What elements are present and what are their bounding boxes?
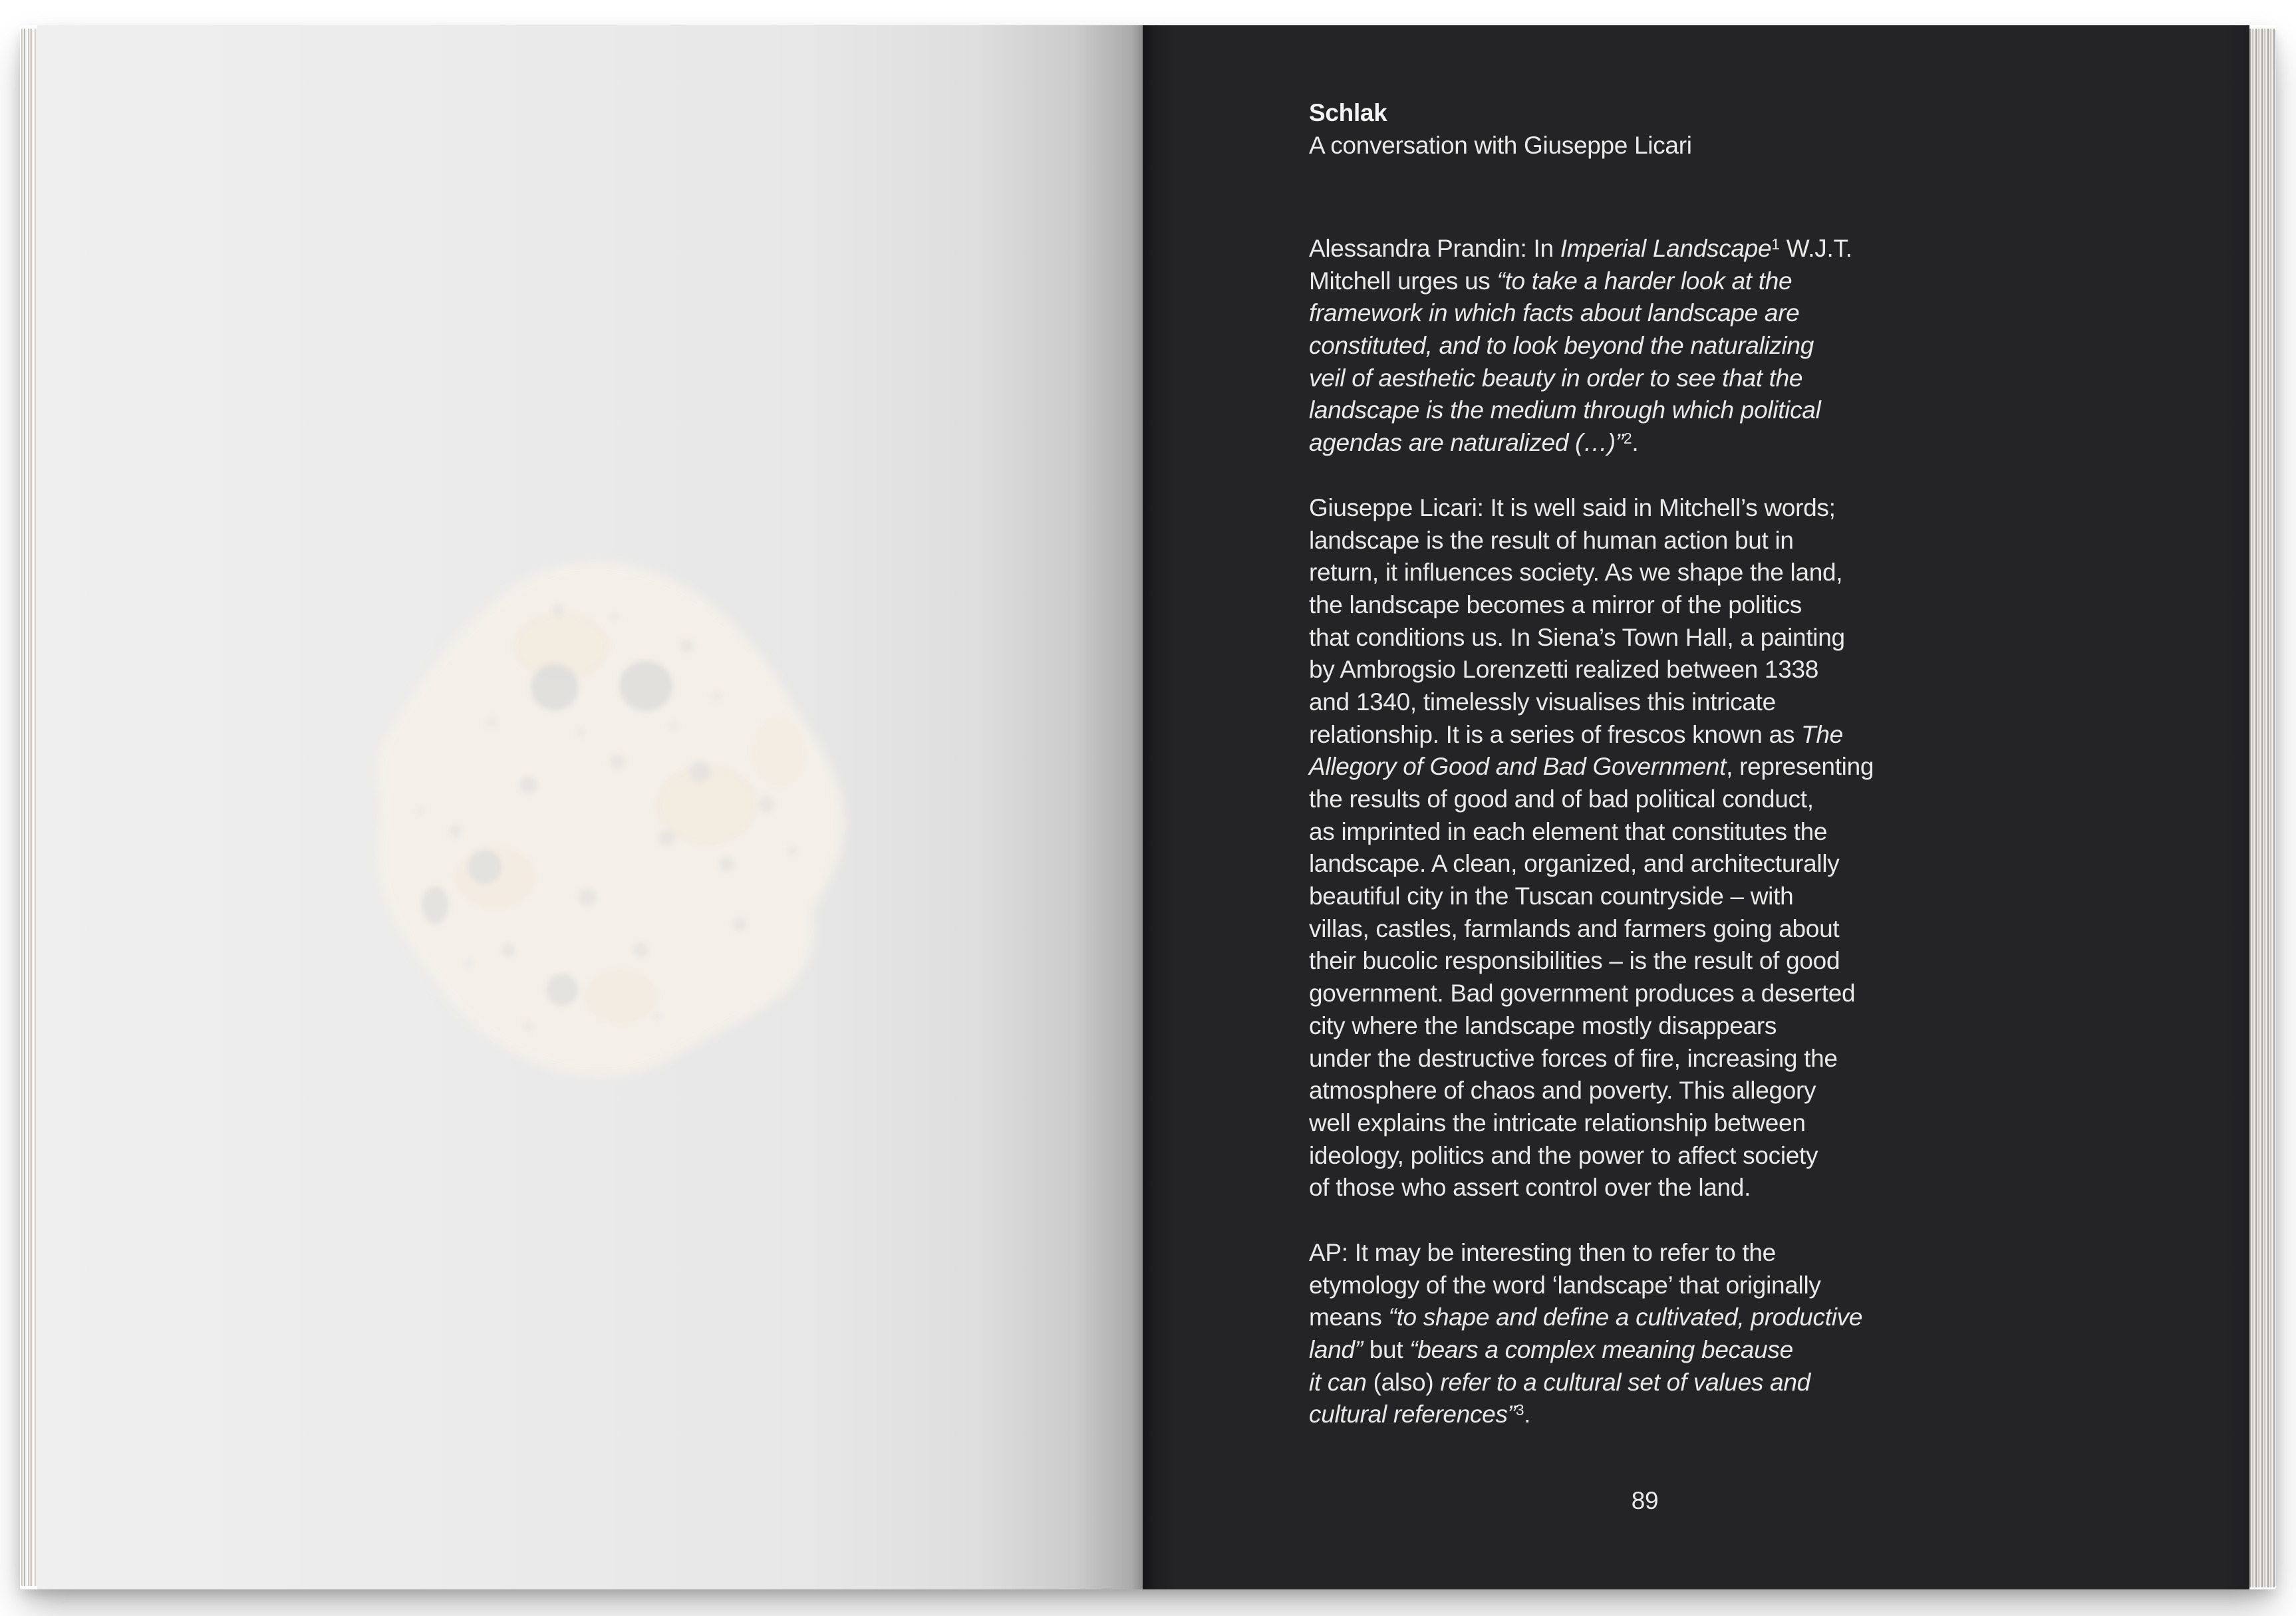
text-line: government. Bad government produces a deserted (1309, 980, 1856, 1008)
text-line: Alessandra Prandin: In Imperial Landscape$^1$ W.J.T. (1309, 235, 1852, 262)
text-line: and 1340, timelessly visualises this intricate (1309, 688, 1776, 716)
text-line: veil of aesthetic beauty in order to see that the (1309, 364, 1803, 392)
text-line: framework in which facts about landscape are (1309, 299, 1800, 327)
page-edges-left (20, 29, 37, 1586)
text-line: the results of good and of bad political conduct, (1309, 785, 1814, 813)
text-line: villas, castles, farmlands and farmers going about (1309, 914, 1840, 942)
text-line: means “to shape and define a cultivated, productive (1309, 1303, 1863, 1331)
article-body (1309, 233, 1981, 1431)
article-title: Schlak (1309, 99, 1387, 126)
text-line: that conditions us. In Siena’s Town Hall, a painting (1309, 623, 1845, 651)
text-line: by Ambrogsio Lorenzetti realized between 1338 (1309, 656, 1819, 684)
text-line: return, it influences society. As we shape the land, (1309, 559, 1843, 587)
text-line: city where the landscape mostly disappears (1309, 1011, 1777, 1039)
paragraph (1309, 233, 1981, 460)
text-line: constituted, and to look beyond the naturalizing (1309, 332, 1814, 360)
text-line: under the destructive forces of fire, increasing the (1309, 1044, 1838, 1072)
paragraph (1309, 1237, 1981, 1431)
text-line: landscape. A clean, organized, and architecturally (1309, 850, 1840, 878)
page-number: 89 (1631, 1487, 1659, 1514)
slag-stone-image (357, 552, 852, 1084)
text-line: their bucolic responsibilities – is the result of good (1309, 947, 1840, 975)
page-edges-right (2249, 29, 2276, 1587)
article-subtitle: A conversation with Giuseppe Licari (1309, 131, 1692, 159)
text-line: landscape is the result of human action but in (1309, 526, 1794, 554)
text-line: beautiful city in the Tuscan countryside – with (1309, 882, 1794, 910)
text-line: Mitchell urges us “to take a harder look at the (1309, 267, 1793, 295)
text-line: landscape is the medium through which political (1309, 396, 1821, 424)
right-page (1143, 25, 2249, 1589)
left-page (37, 25, 1143, 1589)
text-line: relationship. It is a series of frescos known as The (1309, 720, 1843, 748)
text-line: of those who assert control over the land. (1309, 1174, 1751, 1202)
text-line: as imprinted in each element that constitutes the (1309, 817, 1828, 845)
text-line: atmosphere of chaos and poverty. This allegory (1309, 1077, 1816, 1105)
paragraph (1309, 492, 1981, 1204)
text-line: cultural references”$^3$. (1309, 1401, 1531, 1428)
text-line: it can (also) refer to a cultural set of values and (1309, 1368, 1810, 1396)
text-line: well explains the intricate relationship between (1309, 1109, 1806, 1137)
text-line: etymology of the word ‘landscape’ that originally (1309, 1271, 1821, 1299)
text-line: AP: It may be interesting then to refer to the (1309, 1238, 1776, 1266)
text-line: the landscape becomes a mirror of the politics (1309, 591, 1802, 618)
book-spread (20, 25, 2276, 1589)
article-header (1309, 97, 1974, 162)
text-line: land” but “bears a complex meaning because (1309, 1336, 1793, 1363)
text-line: Allegory of Good and Bad Government, representing (1309, 753, 1874, 781)
text-line: ideology, politics and the power to affect society (1309, 1141, 1818, 1169)
text-line: Giuseppe Licari: It is well said in Mitchell’s words; (1309, 493, 1836, 521)
text-line: agendas are naturalized (…)”$^2$. (1309, 429, 1639, 457)
